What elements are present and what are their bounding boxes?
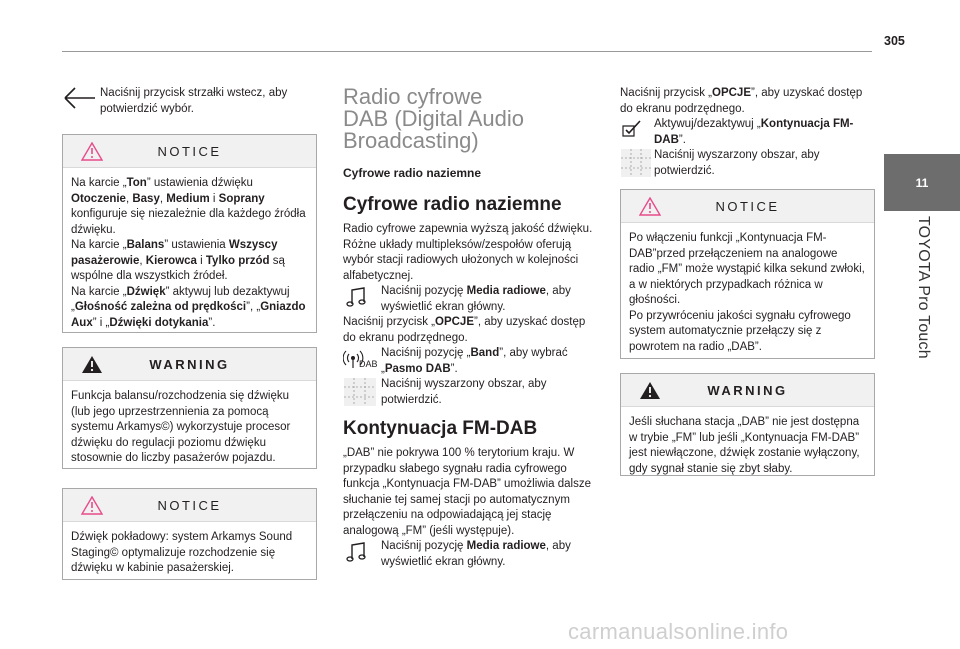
notice-body-2 xyxy=(63,522,316,585)
opcje-step-1: Naciśnij przycisk „OPCJE”, aby uzyskać dostęp do ekranu podrzędnego. xyxy=(343,316,586,344)
chapter-title-text: TOYOTA Pro Touch xyxy=(915,216,932,359)
notice-text-1: Na karcie „Ton” ustawienia dźwięku Otoczenie, Basy, Medium i Soprany konfiguruje się niezależnie dla każdego źródła dźwięku. Na karcie „Balans” ustawienia Wszyscy pasażerowie, Kierowca i Tylko przód są wspólne dla wszystkich źródeł. Na karcie „Dźwięk” aktywuj lub dezaktywuj „Głośność zależna od prędkości”, „Gniazdo Aux” i „Dźwięki dotykania”. xyxy=(71,177,306,329)
chapter-title xyxy=(884,216,960,376)
warning-heading-1: WARNING xyxy=(149,356,230,372)
notice-body-3 xyxy=(621,223,874,363)
back-arrow-icon xyxy=(62,82,96,114)
watermark: carmanualsonline.info xyxy=(568,619,789,644)
section-1-text: Radio cyfrowe zapewnia wyższą jakość dźwięku. Różne układy multipleksów/zespołów oferują wybór stacji radiowych ułożonych w kolejności alfabetycznej. xyxy=(343,223,593,282)
warning-text-2: Jeśli słuchana stacja „DAB” nie jest dostępna w trybie „FM” lub jeśli „Kontynuacja FM-DAB” jest niewłączone, dźwięk zostanie wyłączony, gdy sygnał stanie się zbyt słaby. xyxy=(629,416,860,475)
warning-triangle-icon xyxy=(81,355,103,379)
grey-area-step-2: Naciśnij wyszarzony obszar, aby potwierdzić. xyxy=(620,148,875,179)
column-1 xyxy=(62,82,317,580)
notice-header-2 xyxy=(63,489,316,522)
notice-text-3a: Po włączeniu funkcji „Kontynuacja FM-DAB”przed przełączeniem na analogowe radio „FM” może wystąpić kilka sekund zwłoki, a w niektórych przypadkach różnica w głośności. xyxy=(629,232,865,306)
grey-area-icon xyxy=(343,377,381,407)
checkbox-toggle-icon xyxy=(620,117,654,147)
notice-triangle-icon xyxy=(81,496,103,520)
notice-heading-1: NOTICE xyxy=(157,143,222,159)
warning-body-1 xyxy=(63,381,316,475)
dab-antenna-icon xyxy=(343,346,381,374)
warning-header-1 xyxy=(63,348,316,381)
media-step-1: Naciśnij pozycję Media radiowe, aby wyświetlić ekran główny. xyxy=(343,284,598,315)
notice-box-2 xyxy=(62,488,317,580)
column-3 xyxy=(620,86,875,476)
media-step-2: Naciśnij pozycję Media radiowe, aby wyświetlić ekran główny. xyxy=(343,539,598,570)
notice-text-2: Dźwięk pokładowy: system Arkamys Sound Staging© optymalizuje rozchodzenie się dźwięku w kabinie pasażerskiej. xyxy=(71,531,293,574)
back-instruction-text: Naciśnij przycisk strzałki wstecz, aby potwierdzić wybór. xyxy=(100,87,288,115)
notice-box-3 xyxy=(620,189,875,359)
notice-box-1 xyxy=(62,134,317,333)
section-heading-1: Cyfrowe radio naziemne xyxy=(343,194,562,215)
notice-triangle-icon xyxy=(81,142,103,166)
warning-text-1: Funkcja balansu/rozchodzenia się dźwięku (lub jego uprzestrzennienia za pomocą systemu Arkamys©) wykorzystuje procesor dźwięku do regulacji poziomu dźwięku stosownie do liczby pasażerów pojazdu. xyxy=(71,390,291,464)
column-2 xyxy=(343,86,598,570)
section-heading-2: Kontynuacja FM-DAB xyxy=(343,418,538,439)
top-rule xyxy=(62,51,872,52)
band-step: DAB Naciśnij pozycję „Band”, aby wybrać „Pasmo DAB”. xyxy=(343,346,598,377)
chapter-number: 11 xyxy=(915,175,929,190)
page-number: 305 xyxy=(884,34,905,48)
music-note-icon xyxy=(343,284,381,312)
warning-box-2 xyxy=(620,373,875,476)
opcje-step-2: Naciśnij przycisk „OPCJE”, aby uzyskać dostęp do ekranu podrzędnego. xyxy=(620,87,863,115)
warning-box-1 xyxy=(62,347,317,469)
section-2-text: „DAB” nie pokrywa 100 % terytorium kraju. W przypadku słabego sygnału radia cyfrowego funkcja „Kontynuacja FM-DAB” umożliwia dalsze słuchanie tej samej stacji po automatycznym przełączeniu na odpowiadającą jej stację analogową „FM” (jeśli występuje). xyxy=(343,447,591,537)
warning-header-2 xyxy=(621,374,874,407)
toggle-step: Aktywuj/dezaktywuj „Kontynuacja FM-DAB”. xyxy=(620,117,875,148)
notice-heading-3: NOTICE xyxy=(715,198,780,214)
warning-triangle-icon xyxy=(639,381,661,405)
music-note-icon xyxy=(343,539,381,567)
notice-heading-2: NOTICE xyxy=(157,497,222,513)
notice-text-3b: Po przywróceniu jakości sygnału cyfrowego system automatycznie przełączy się z powrotem na radio „DAB”. xyxy=(629,309,851,353)
chapter-tab[interactable] xyxy=(884,154,960,211)
notice-header-3 xyxy=(621,190,874,223)
chapter-heading: Radio cyfrowe DAB (Digital Audio Broadcasting) xyxy=(343,84,524,153)
grey-area-icon xyxy=(620,148,654,178)
back-instruction xyxy=(62,82,317,117)
notice-header-1 xyxy=(63,135,316,168)
dab-icon-label: DAB xyxy=(359,359,378,369)
warning-body-2 xyxy=(621,407,874,485)
notice-body-1 xyxy=(63,168,316,339)
grey-area-step-1: Naciśnij wyszarzony obszar, aby potwierdzić. xyxy=(343,377,598,408)
notice-triangle-icon xyxy=(639,197,661,221)
subheading: Cyfrowe radio naziemne xyxy=(343,166,482,180)
warning-heading-2: WARNING xyxy=(707,382,788,398)
